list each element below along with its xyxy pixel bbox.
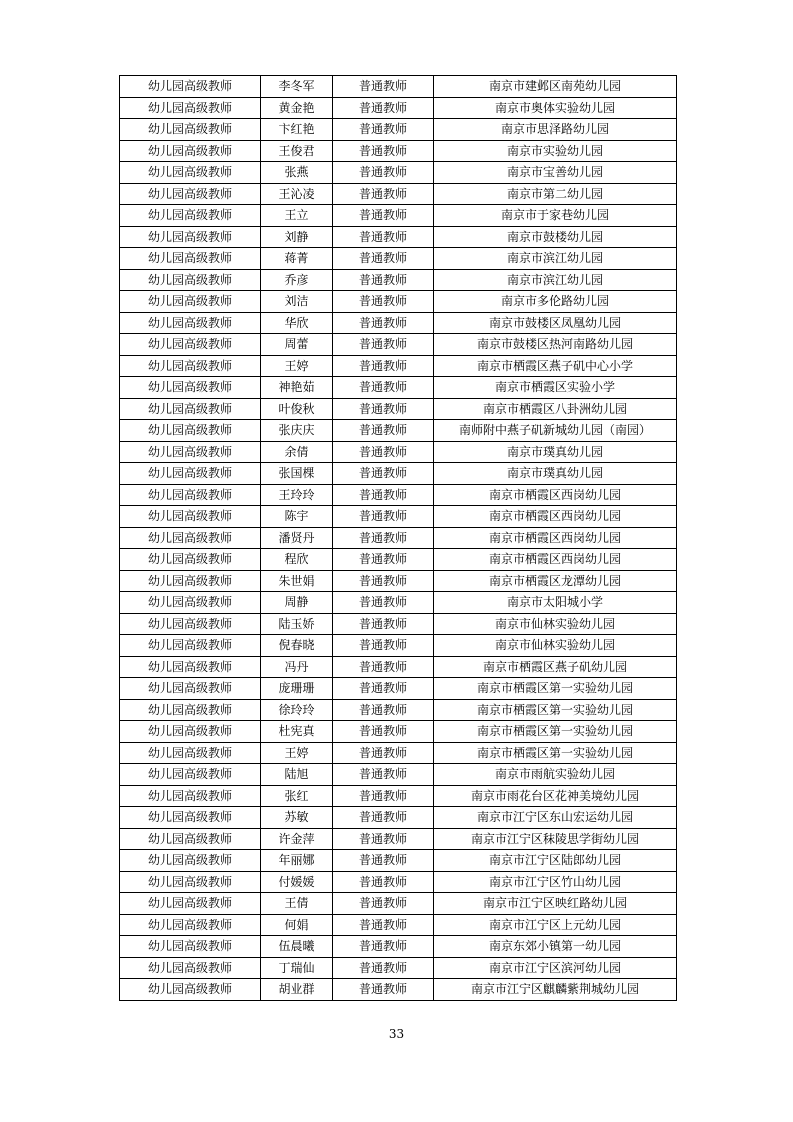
school-cell: 南京东郊小镇第一幼儿园 <box>434 936 677 958</box>
table-row <box>120 527 677 549</box>
title-cell: 幼儿园高级教师 <box>120 893 261 915</box>
role-cell: 普通教师 <box>333 871 434 893</box>
role-cell: 普通教师 <box>333 398 434 420</box>
role-cell: 普通教师 <box>333 334 434 356</box>
role-cell: 普通教师 <box>333 914 434 936</box>
table-row <box>120 828 677 850</box>
title-cell: 幼儿园高级教师 <box>120 248 261 270</box>
table-row <box>120 334 677 356</box>
table-row <box>120 248 677 270</box>
table-row <box>120 979 677 1001</box>
school-cell: 南京市栖霞区第一实验幼儿园 <box>434 742 677 764</box>
table-row <box>120 355 677 377</box>
school-cell: 南京市宝善幼儿园 <box>434 162 677 184</box>
title-cell: 幼儿园高级教师 <box>120 162 261 184</box>
role-cell: 普通教师 <box>333 97 434 119</box>
role-cell: 普通教师 <box>333 807 434 829</box>
title-cell: 幼儿园高级教师 <box>120 656 261 678</box>
table-row <box>120 807 677 829</box>
table-row <box>120 936 677 958</box>
school-cell: 南京市鼓楼幼儿园 <box>434 226 677 248</box>
title-cell: 幼儿园高级教师 <box>120 119 261 141</box>
table-row <box>120 291 677 313</box>
name-cell: 程欣 <box>261 549 333 571</box>
role-cell: 普通教师 <box>333 484 434 506</box>
title-cell: 幼儿园高级教师 <box>120 850 261 872</box>
table-row <box>120 549 677 571</box>
name-cell: 乔彦 <box>261 269 333 291</box>
school-cell: 南京市栖霞区龙潭幼儿园 <box>434 570 677 592</box>
name-cell: 陈宇 <box>261 506 333 528</box>
title-cell: 幼儿园高级教师 <box>120 549 261 571</box>
role-cell: 普通教师 <box>333 957 434 979</box>
table-row <box>120 420 677 442</box>
title-cell: 幼儿园高级教师 <box>120 441 261 463</box>
name-cell: 丁瑞仙 <box>261 957 333 979</box>
title-cell: 幼儿园高级教师 <box>120 506 261 528</box>
school-cell: 南京市奥体实验幼儿园 <box>434 97 677 119</box>
name-cell: 周蕾 <box>261 334 333 356</box>
name-cell: 王玲玲 <box>261 484 333 506</box>
name-cell: 冯丹 <box>261 656 333 678</box>
role-cell: 普通教师 <box>333 570 434 592</box>
title-cell: 幼儿园高级教师 <box>120 613 261 635</box>
role-cell: 普通教师 <box>333 613 434 635</box>
name-cell: 胡业群 <box>261 979 333 1001</box>
name-cell: 王立 <box>261 205 333 227</box>
school-cell: 南京市仙林实验幼儿园 <box>434 613 677 635</box>
role-cell: 普通教师 <box>333 721 434 743</box>
school-cell: 南京市栖霞区燕子矶幼儿园 <box>434 656 677 678</box>
table-row <box>120 312 677 334</box>
table-row <box>120 441 677 463</box>
school-cell: 南京市多伦路幼儿园 <box>434 291 677 313</box>
name-cell: 叶俊秋 <box>261 398 333 420</box>
name-cell: 张庆庆 <box>261 420 333 442</box>
table-row <box>120 140 677 162</box>
title-cell: 幼儿园高级教师 <box>120 721 261 743</box>
role-cell: 普通教师 <box>333 183 434 205</box>
title-cell: 幼儿园高级教师 <box>120 592 261 614</box>
title-cell: 幼儿园高级教师 <box>120 398 261 420</box>
title-cell: 幼儿园高级教师 <box>120 484 261 506</box>
role-cell: 普通教师 <box>333 742 434 764</box>
table-row <box>120 119 677 141</box>
role-cell: 普通教师 <box>333 979 434 1001</box>
name-cell: 张燕 <box>261 162 333 184</box>
role-cell: 普通教师 <box>333 699 434 721</box>
name-cell: 刘洁 <box>261 291 333 313</box>
school-cell: 南京市仙林实验幼儿园 <box>434 635 677 657</box>
school-cell: 南京市栖霞区西岗幼儿园 <box>434 506 677 528</box>
title-cell: 幼儿园高级教师 <box>120 807 261 829</box>
school-cell: 南京市栖霞区燕子矶中心小学 <box>434 355 677 377</box>
school-cell: 南京市栖霞区实验小学 <box>434 377 677 399</box>
school-cell: 南京市江宁区秣陵思学街幼儿园 <box>434 828 677 850</box>
title-cell: 幼儿园高级教师 <box>120 463 261 485</box>
school-cell: 南京市璞真幼儿园 <box>434 463 677 485</box>
role-cell: 普通教师 <box>333 269 434 291</box>
title-cell: 幼儿园高级教师 <box>120 527 261 549</box>
role-cell: 普通教师 <box>333 463 434 485</box>
name-cell: 刘静 <box>261 226 333 248</box>
table-row <box>120 742 677 764</box>
school-cell: 南京市第二幼儿园 <box>434 183 677 205</box>
role-cell: 普通教师 <box>333 635 434 657</box>
table-row <box>120 871 677 893</box>
school-cell: 南京市于家巷幼儿园 <box>434 205 677 227</box>
name-cell: 倪春晓 <box>261 635 333 657</box>
table-row <box>120 205 677 227</box>
table-row <box>120 398 677 420</box>
role-cell: 普通教师 <box>333 76 434 98</box>
role-cell: 普通教师 <box>333 936 434 958</box>
name-cell: 朱世娟 <box>261 570 333 592</box>
table-row <box>120 506 677 528</box>
school-cell: 南京市太阳城小学 <box>434 592 677 614</box>
role-cell: 普通教师 <box>333 764 434 786</box>
role-cell: 普通教师 <box>333 828 434 850</box>
table-row <box>120 226 677 248</box>
table-row <box>120 764 677 786</box>
name-cell: 黄金艳 <box>261 97 333 119</box>
title-cell: 幼儿园高级教师 <box>120 635 261 657</box>
school-cell: 南京市栖霞区第一实验幼儿园 <box>434 699 677 721</box>
title-cell: 幼儿园高级教师 <box>120 871 261 893</box>
role-cell: 普通教师 <box>333 850 434 872</box>
table-row <box>120 678 677 700</box>
table-row <box>120 570 677 592</box>
roster-body <box>120 76 677 1001</box>
title-cell: 幼儿园高级教师 <box>120 97 261 119</box>
role-cell: 普通教师 <box>333 226 434 248</box>
table-row <box>120 656 677 678</box>
school-cell: 南京市雨花台区花神美境幼儿园 <box>434 785 677 807</box>
table-row <box>120 269 677 291</box>
school-cell: 南京市思泽路幼儿园 <box>434 119 677 141</box>
name-cell: 李冬军 <box>261 76 333 98</box>
table-row <box>120 613 677 635</box>
table-row <box>120 635 677 657</box>
title-cell: 幼儿园高级教师 <box>120 764 261 786</box>
title-cell: 幼儿园高级教师 <box>120 355 261 377</box>
role-cell: 普通教师 <box>333 205 434 227</box>
title-cell: 幼儿园高级教师 <box>120 183 261 205</box>
table-row <box>120 592 677 614</box>
name-cell: 何娟 <box>261 914 333 936</box>
name-cell: 许金萍 <box>261 828 333 850</box>
title-cell: 幼儿园高级教师 <box>120 914 261 936</box>
title-cell: 幼儿园高级教师 <box>120 678 261 700</box>
name-cell: 陆旭 <box>261 764 333 786</box>
title-cell: 幼儿园高级教师 <box>120 979 261 1001</box>
title-cell: 幼儿园高级教师 <box>120 205 261 227</box>
school-cell: 南师附中燕子矶新城幼儿园（南园） <box>434 420 677 442</box>
name-cell: 苏敏 <box>261 807 333 829</box>
name-cell: 卞红艳 <box>261 119 333 141</box>
role-cell: 普通教师 <box>333 441 434 463</box>
table-row <box>120 162 677 184</box>
name-cell: 庞珊珊 <box>261 678 333 700</box>
school-cell: 南京市鼓楼区热河南路幼儿园 <box>434 334 677 356</box>
title-cell: 幼儿园高级教师 <box>120 957 261 979</box>
school-cell: 南京市栖霞区西岗幼儿园 <box>434 549 677 571</box>
name-cell: 张红 <box>261 785 333 807</box>
name-cell: 华欣 <box>261 312 333 334</box>
table-row <box>120 183 677 205</box>
school-cell: 南京市江宁区东山宏运幼儿园 <box>434 807 677 829</box>
table-row <box>120 785 677 807</box>
school-cell: 南京市江宁区陆郎幼儿园 <box>434 850 677 872</box>
page-number: 33 <box>388 1027 405 1041</box>
name-cell: 王俊君 <box>261 140 333 162</box>
title-cell: 幼儿园高级教师 <box>120 226 261 248</box>
table-row <box>120 893 677 915</box>
table-row <box>120 76 677 98</box>
school-cell: 南京市滨江幼儿园 <box>434 269 677 291</box>
title-cell: 幼儿园高级教师 <box>120 291 261 313</box>
name-cell: 张国棵 <box>261 463 333 485</box>
table-row <box>120 699 677 721</box>
role-cell: 普通教师 <box>333 291 434 313</box>
name-cell: 徐玲玲 <box>261 699 333 721</box>
role-cell: 普通教师 <box>333 893 434 915</box>
name-cell: 伍晨曦 <box>261 936 333 958</box>
title-cell: 幼儿园高级教师 <box>120 742 261 764</box>
teacher-roster-table <box>119 75 677 1001</box>
role-cell: 普通教师 <box>333 140 434 162</box>
school-cell: 南京市璞真幼儿园 <box>434 441 677 463</box>
name-cell: 陆玉娇 <box>261 613 333 635</box>
name-cell: 王婷 <box>261 355 333 377</box>
school-cell: 南京市栖霞区第一实验幼儿园 <box>434 721 677 743</box>
title-cell: 幼儿园高级教师 <box>120 312 261 334</box>
title-cell: 幼儿园高级教师 <box>120 570 261 592</box>
table-row <box>120 377 677 399</box>
school-cell: 南京市实验幼儿园 <box>434 140 677 162</box>
table-row <box>120 957 677 979</box>
title-cell: 幼儿园高级教师 <box>120 76 261 98</box>
role-cell: 普通教师 <box>333 420 434 442</box>
role-cell: 普通教师 <box>333 248 434 270</box>
school-cell: 南京市江宁区上元幼儿园 <box>434 914 677 936</box>
role-cell: 普通教师 <box>333 592 434 614</box>
role-cell: 普通教师 <box>333 506 434 528</box>
name-cell: 余倩 <box>261 441 333 463</box>
title-cell: 幼儿园高级教师 <box>120 269 261 291</box>
role-cell: 普通教师 <box>333 119 434 141</box>
title-cell: 幼儿园高级教师 <box>120 936 261 958</box>
title-cell: 幼儿园高级教师 <box>120 140 261 162</box>
school-cell: 南京市建邺区南苑幼儿园 <box>434 76 677 98</box>
role-cell: 普通教师 <box>333 549 434 571</box>
school-cell: 南京市江宁区滨河幼儿园 <box>434 957 677 979</box>
name-cell: 杜宪真 <box>261 721 333 743</box>
role-cell: 普通教师 <box>333 162 434 184</box>
title-cell: 幼儿园高级教师 <box>120 377 261 399</box>
title-cell: 幼儿园高级教师 <box>120 785 261 807</box>
title-cell: 幼儿园高级教师 <box>120 699 261 721</box>
role-cell: 普通教师 <box>333 678 434 700</box>
name-cell: 王婷 <box>261 742 333 764</box>
title-cell: 幼儿园高级教师 <box>120 334 261 356</box>
school-cell: 南京市江宁区映红路幼儿园 <box>434 893 677 915</box>
school-cell: 南京市滨江幼儿园 <box>434 248 677 270</box>
name-cell: 周静 <box>261 592 333 614</box>
role-cell: 普通教师 <box>333 377 434 399</box>
table-row <box>120 721 677 743</box>
table-row <box>120 850 677 872</box>
role-cell: 普通教师 <box>333 312 434 334</box>
name-cell: 年丽娜 <box>261 850 333 872</box>
school-cell: 南京市栖霞区西岗幼儿园 <box>434 527 677 549</box>
school-cell: 南京市栖霞区西岗幼儿园 <box>434 484 677 506</box>
role-cell: 普通教师 <box>333 656 434 678</box>
school-cell: 南京市栖霞区八卦洲幼儿园 <box>434 398 677 420</box>
school-cell: 南京市雨航实验幼儿园 <box>434 764 677 786</box>
table-row <box>120 463 677 485</box>
school-cell: 南京市鼓楼区凤凰幼儿园 <box>434 312 677 334</box>
school-cell: 南京市江宁区竹山幼儿园 <box>434 871 677 893</box>
name-cell: 王沁凌 <box>261 183 333 205</box>
role-cell: 普通教师 <box>333 785 434 807</box>
school-cell: 南京市江宁区麒麟紫荆城幼儿园 <box>434 979 677 1001</box>
role-cell: 普通教师 <box>333 355 434 377</box>
title-cell: 幼儿园高级教师 <box>120 420 261 442</box>
table-row <box>120 484 677 506</box>
name-cell: 潘贤丹 <box>261 527 333 549</box>
role-cell: 普通教师 <box>333 527 434 549</box>
title-cell: 幼儿园高级教师 <box>120 828 261 850</box>
name-cell: 付媛媛 <box>261 871 333 893</box>
school-cell: 南京市栖霞区第一实验幼儿园 <box>434 678 677 700</box>
name-cell: 神艳茹 <box>261 377 333 399</box>
table-row <box>120 914 677 936</box>
name-cell: 蒋菁 <box>261 248 333 270</box>
table-row <box>120 97 677 119</box>
name-cell: 王倩 <box>261 893 333 915</box>
